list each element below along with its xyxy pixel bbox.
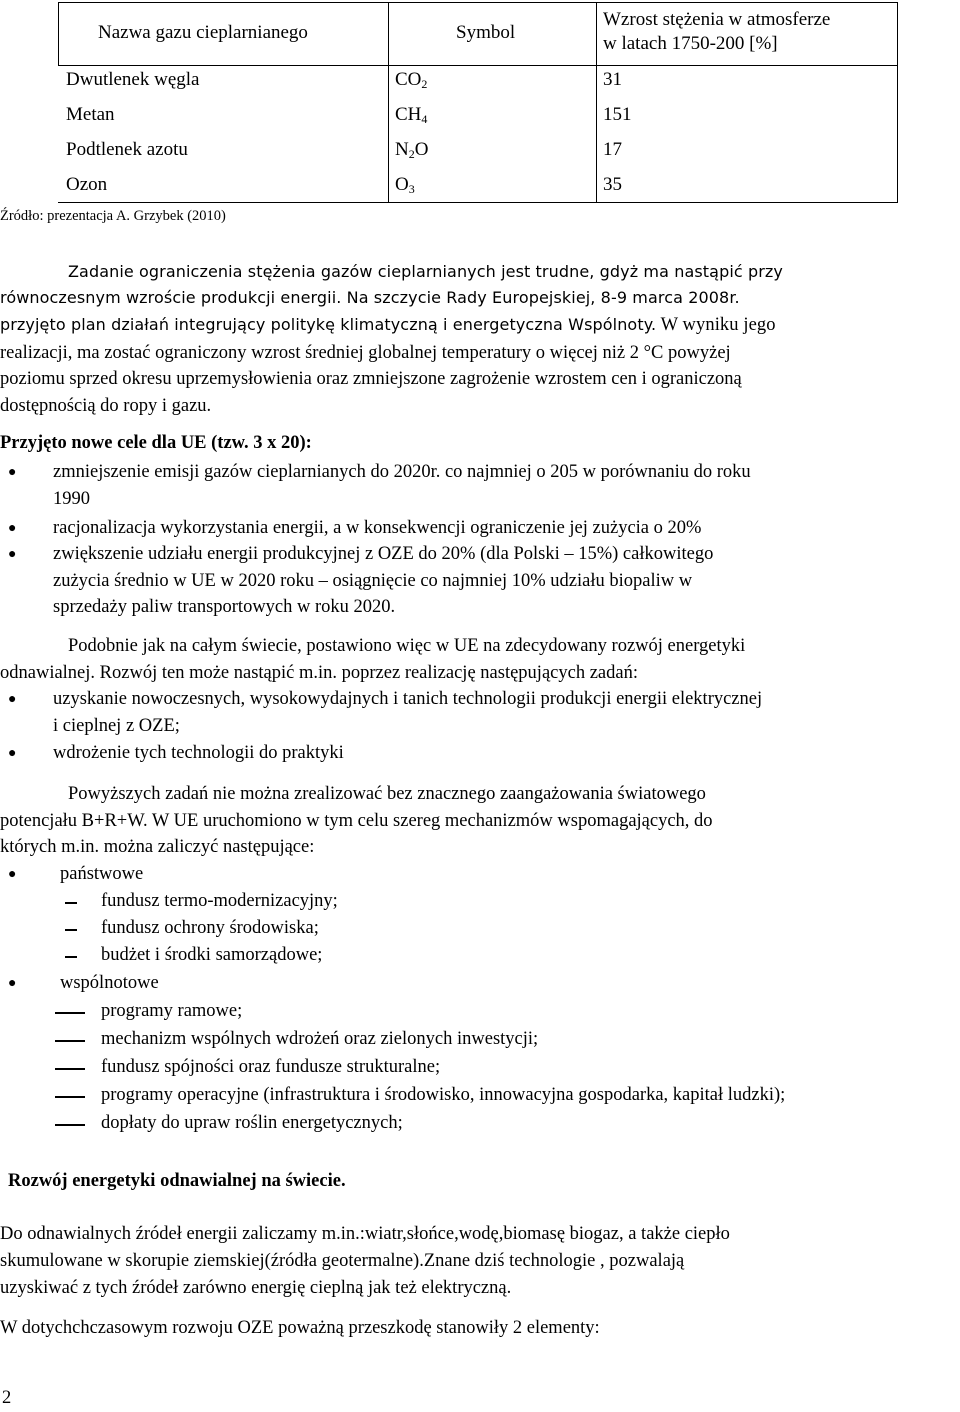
paragraph-line: poziomu sprzed okresu uprzemysłowienia oraz zmniejszone zagrożenie wzrostem cen i ograniczoną	[0, 369, 742, 389]
bullet-icon: ●	[8, 976, 17, 991]
dash-icon	[65, 902, 77, 904]
dash-icon	[55, 1068, 85, 1070]
paragraph-line: Zadanie ograniczenia stężenia gazów cieplarnianych jest trudne, gdyż ma nastąpić przy	[68, 262, 783, 281]
goal-item: zwiększenie udziału energii produkcyjnej z OZE do 20% (dla Polski – 15%) całkowitego	[53, 544, 714, 564]
header-growth-line2: w latach 1750-200 [%]	[603, 33, 778, 54]
row-symbol: $CO_2$	[395, 69, 428, 91]
goal-item-cont: sprzedaży paliw transportowych w roku 2020.	[53, 597, 396, 617]
mechanism-item: programy ramowe;	[101, 1001, 243, 1021]
row-name: Metan	[66, 104, 115, 125]
greenhouse-gas-table	[58, 2, 898, 202]
header-symbol: Symbol	[456, 22, 516, 43]
bullet-icon: ●	[8, 465, 17, 480]
mechanism-group-label: wspólnotowe	[60, 973, 159, 993]
task-item: wdrożenie tych technologii do praktyki	[53, 743, 344, 763]
header-growth-line1: Wzrost stężenia w atmosferze	[603, 9, 831, 30]
row-name: Dwutlenek węgla	[66, 69, 200, 90]
mechanism-item: fundusz spójności oraz fundusze strukturalne;	[101, 1057, 441, 1077]
dash-icon	[65, 956, 77, 958]
dash-icon	[55, 1012, 85, 1014]
goal-item: racjonalizacja wykorzystania energii, a w konsekwencji ograniczenie jej zużycia o 20%	[53, 518, 702, 538]
dash-icon	[55, 1124, 85, 1126]
paragraph-line: Do odnawialnych źródeł energii zaliczamy m.in.:wiatr,słońce,wodę,biomasę biogaz, a także ciepło	[0, 1224, 730, 1244]
mechanism-item: budżet i środki samorządowe;	[101, 945, 323, 965]
paragraph-line: potencjału B+R+W. W UE uruchomiono w tym celu szereg mechanizmów wspomagających, do	[0, 811, 713, 831]
paragraph-line: równoczesnym wzroście produkcji energii. Na szczycie Rady Europejskiej, 8-9 marca 2008r.	[0, 288, 740, 307]
goal-item: zmniejszenie emisji gazów cieplarnianych do 2020r. co najmniej o 205 w porównaniu do roku	[53, 462, 751, 482]
row-value: 35	[603, 174, 622, 195]
dash-icon	[55, 1096, 85, 1098]
row-value: 151	[603, 104, 632, 125]
row-value: 17	[603, 139, 622, 160]
dash-icon	[65, 929, 77, 931]
paragraph-line: realizacji, ma zostać ograniczony wzrost średniej globalnej temperatury o więcej niż 2 °C powyżej	[0, 343, 731, 363]
paragraph-line: przyjęto plan działań integrujący politykę klimatyczną i energetyczna Wspólnoty. W wyniku jego	[0, 315, 776, 335]
bullet-icon: ●	[8, 692, 17, 707]
paragraph-line: Podobnie jak na całym świecie, postawiono więc w UE na zdecydowany rozwój energetyki	[68, 636, 746, 656]
mechanism-item: programy operacyjne (infrastruktura i środowisko, innowacyjna gospodarka, kapitał ludzki);	[101, 1085, 786, 1105]
row-value: 31	[603, 69, 622, 90]
mechanism-item: fundusz termo-modernizacyjny;	[101, 891, 338, 911]
mechanism-item: fundusz ochrony środowiska;	[101, 918, 319, 938]
section-heading: Rozwój energetyki odnawialnej na świecie.	[8, 1171, 346, 1191]
goal-item-cont: 1990	[53, 489, 90, 509]
row-symbol: $CH_4$	[395, 104, 428, 126]
row-symbol: $N_2O$	[395, 139, 429, 161]
task-item-cont: i cieplnej z OZE;	[53, 716, 180, 736]
row-name: Ozon	[66, 174, 108, 195]
goals-heading: Przyjęto nowe cele dla UE (tzw. 3 x 20):	[0, 433, 312, 453]
paragraph-line: dostępnością do ropy i gazu.	[0, 396, 212, 416]
paragraph-line: W dotychchczasowym rozwoju OZE poważną przeszkodę stanowiły 2 elementy:	[0, 1318, 600, 1338]
bullet-icon: ●	[8, 521, 17, 536]
row-symbol: $O_3$	[395, 174, 415, 196]
goal-item-cont: zużycia średnio w UE w 2020 roku – osiągnięcie co najmniej 10% udziału biopaliw w	[53, 571, 693, 591]
bullet-icon: ●	[8, 867, 17, 882]
mechanism-item: dopłaty do upraw roślin energetycznych;	[101, 1113, 403, 1133]
table-source: Źródło: prezentacja A. Grzybek (2010)	[0, 208, 226, 224]
paragraph-line: których m.in. można zaliczyć następujące:	[0, 837, 315, 857]
row-name: Podtlenek azotu	[66, 139, 188, 160]
paragraph-line: odnawialnej. Rozwój ten może nastąpić m.in. poprzez realizację następujących zadań:	[0, 663, 638, 683]
header-gas-name: Nazwa gazu cieplarnianego	[98, 22, 308, 43]
task-item: uzyskanie nowoczesnych, wysokowydajnych i tanich technologii produkcji energii elektrycznej	[53, 689, 763, 709]
mechanism-item: mechanizm wspólnych wdrożeń oraz zielonych inwestycji;	[101, 1029, 539, 1049]
paragraph-line: uzyskiwać z tych źródeł zarówno energię cieplną jak też elektryczną.	[0, 1278, 512, 1298]
paragraph-line: Powyższych zadań nie można zrealizować bez znacznego zaangażowania światowego	[68, 784, 706, 804]
bullet-icon: ●	[8, 547, 17, 562]
mechanism-group-label: państwowe	[60, 864, 144, 884]
dash-icon	[55, 1040, 85, 1042]
paragraph-line: skumulowane w skorupie ziemskiej(źródła geotermalne).Znane dziś technologie , pozwalają	[0, 1251, 685, 1271]
page-number: 2	[2, 1388, 12, 1408]
bullet-icon: ●	[8, 746, 17, 761]
